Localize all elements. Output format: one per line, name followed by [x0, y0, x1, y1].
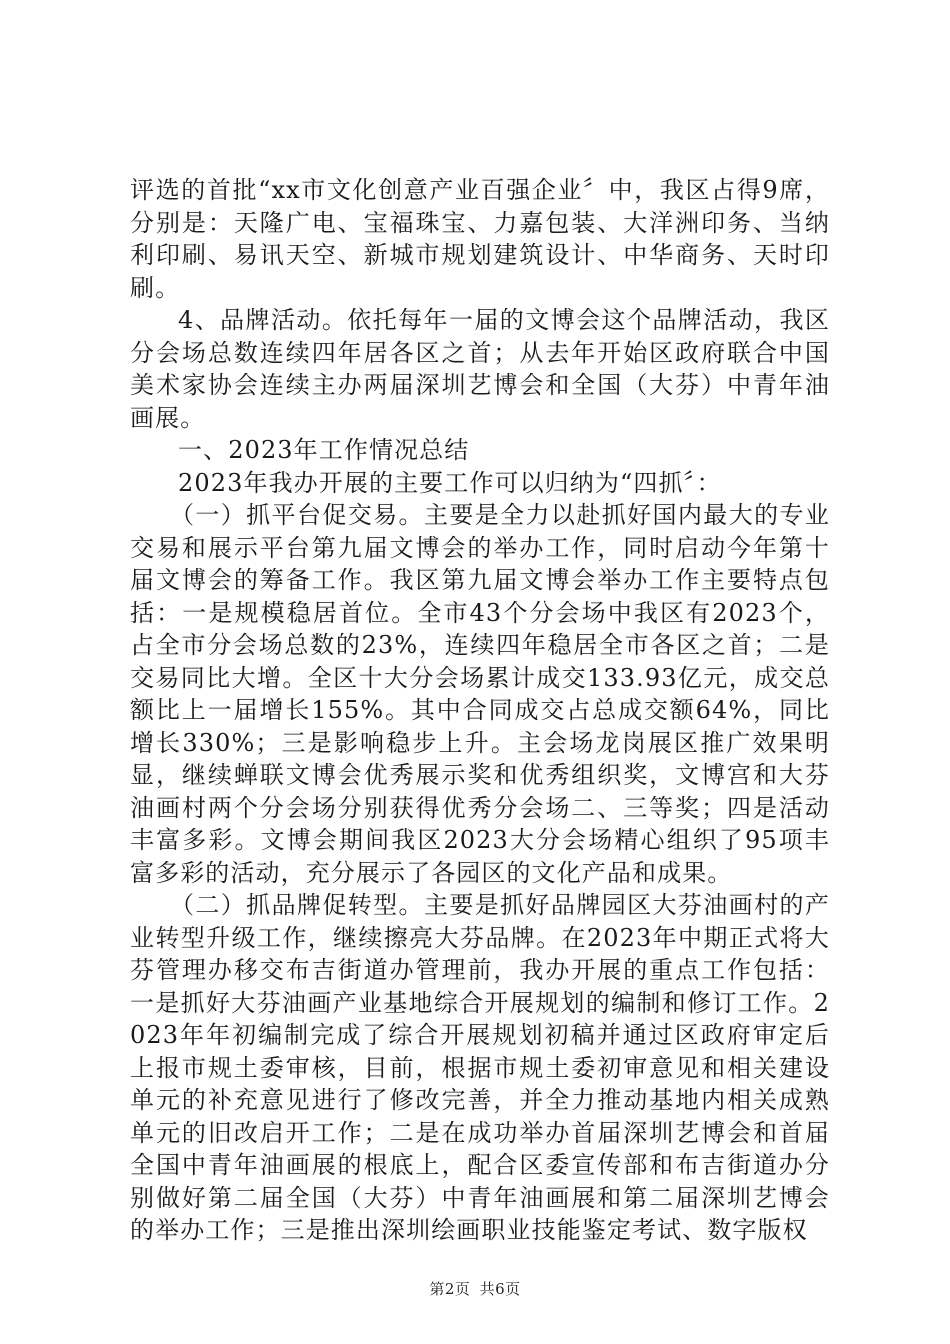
- document-body: [130, 174, 830, 1247]
- page-footer: [0, 1278, 950, 1299]
- page-number: 第2页: [429, 1280, 471, 1298]
- paragraph-platform-trade: （一）抓平台促交易。主要是全力以赴抓好国内最大的专业交易和展示平台第九届文博会的举办工作，同时启动今年第十届文博会的筹备工作。我区第九届文博会举办工作主要特点包括：一是规模稳居首位。全市43个分会场中我区有2023个，占全市分会场总数的23%，连续四年稳居全市各区之首；二是交易同比大增。全区十大分会场累计成交133.93亿元，成交总额比上一届增长155%。其中合同成交占总成交额64%，同比增长330%；三是影响稳步上升。主会场龙岗展区推广效果明显，继续蝉联文博会优秀展示奖和优秀组织奖，文博宫和大芬油画村两个分会场分别获得优秀分会场二、三等奖；四是活动丰富多彩。文博会期间我区2023大分会场精心组织了95项丰富多彩的活动，充分展示了各园区的文化产品和成果。: [130, 501, 830, 887]
- paragraph-summary-intro: 2023年我办开展的主要工作可以归纳为“四抓〞：: [178, 468, 722, 497]
- section-heading: 一、2023年工作情况总结: [178, 436, 470, 464]
- paragraph-continuation: 评选的首批“xx市文化创意产业百强企业〞中，我区占得9席，分别是：天隆广电、宝福珠宝、力嘉包装、大洋洲印务、当纳利印刷、易讯天空、新城市规划建筑设计、中华商务、天时印刷。: [130, 176, 830, 302]
- paragraph-brand-activity: 4、品牌活动。依托每年一届的文博会这个品牌活动，我区分会场总数连续四年居各区之首；从去年开始区政府联合中国美术家协会连续主办两届深圳艺博会和全国（大芬）中青年油画展。: [130, 306, 830, 432]
- paragraph-brand-transform: （二）抓品牌促转型。主要是抓好品牌园区大芬油画村的产业转型升级工作，继续擦亮大芬品牌。在2023年中期正式将大芬管理办移交布吉街道办管理前，我办开展的重点工作包括：一是抓好大芬油画产业基地综合开展规划的编制和修订工作。2023年年初编制完成了综合开展规划初稿并通过区政府审定后上报市规土委审核，目前，根据市规土委初审意见和相关建设单元的补充意见进行了修改完善，并全力推动基地内相关成熟单元的旧改启开工作；二是在成功举办首届深圳艺博会和首届全国中青年油画展的根底上，配合区委宣传部和布吉街道办分别做好第二届全国（大芬）中青年油画展和第二届深圳艺博会的举办工作；三是推出深圳绘画职业技能鉴定考试、数字版权: [130, 891, 830, 1244]
- page-total: 共6页: [479, 1280, 521, 1298]
